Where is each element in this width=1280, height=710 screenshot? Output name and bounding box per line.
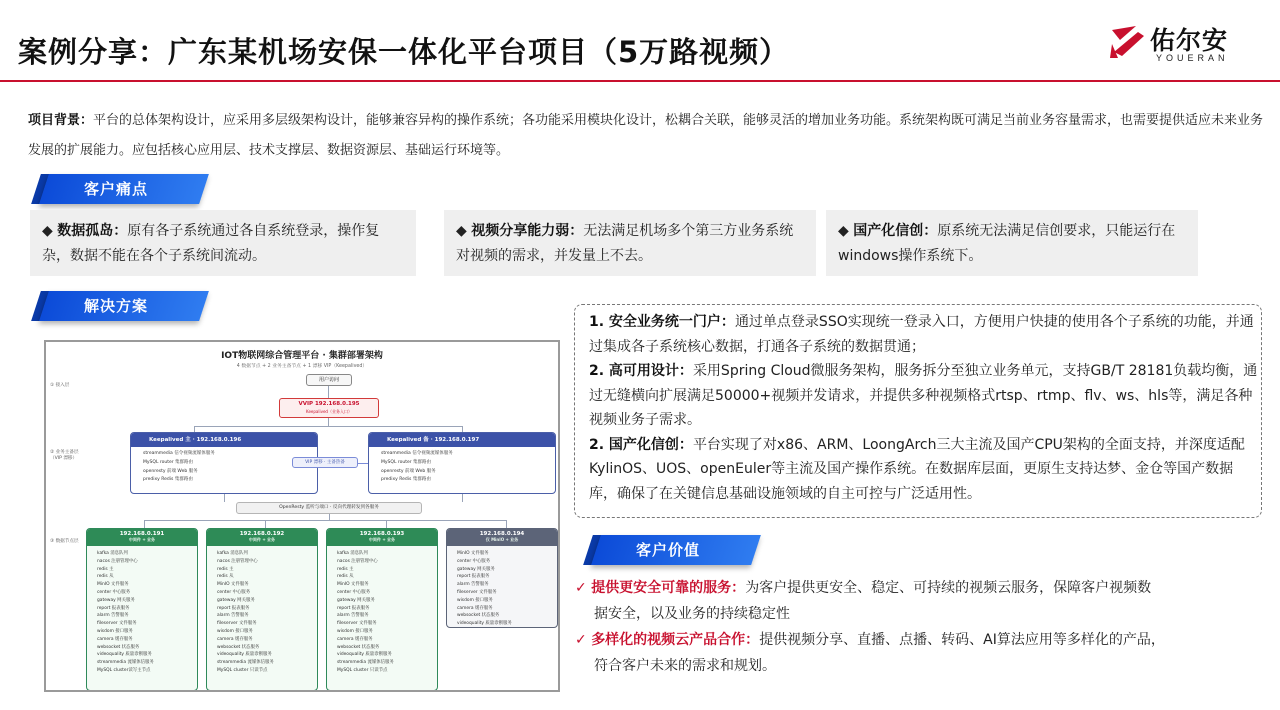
node-service: gateway 网关服务 bbox=[217, 597, 255, 603]
node-service: MySQL cluster 只读节点 bbox=[217, 667, 268, 673]
node-service: wisdom 接口服务 bbox=[97, 628, 133, 634]
solution-point-title: 2. 国产化信创： bbox=[589, 436, 693, 453]
node-service: websocket 状态服务 bbox=[337, 644, 380, 650]
node-role: 中间件 + 业务 bbox=[128, 537, 156, 542]
node-service: alarm 告警服务 bbox=[97, 613, 129, 619]
vip-ip: VVIP 192.168.0.195 bbox=[298, 401, 360, 407]
diagram-subtitle: 4 数据节点 + 2 业务主备节点 + 1 漂移 VIP（Keepalived） bbox=[236, 364, 368, 369]
background-text: 平台的总体架构设计，应采用多层级架构设计，能够兼容异构的操作系统；各功能采用模块化设计，松耦合关联，能够灵活的增加业务功能。系统架构既可满足当前业务容量需求，也需要提供适应未来业务发展的扩展能力。应包括核心应用层、技术支撑层、数据资源层、基础运行环境等。 bbox=[28, 113, 1264, 158]
customer-value-text-continued: 符合客户未来的需求和规划。 bbox=[594, 658, 776, 674]
customer-value-heading: 客户价值 bbox=[636, 541, 701, 559]
pain-point-title: 国产化信创： bbox=[853, 223, 938, 239]
node-role: 中间件 + 业务 bbox=[368, 537, 396, 542]
customer-value-list bbox=[575, 575, 1265, 679]
node-service: wisdom 接口服务 bbox=[337, 628, 373, 634]
node-ip: 192.168.0.193 bbox=[359, 531, 405, 537]
node-service: gateway 网关服务 bbox=[337, 597, 375, 603]
vip-drift-label: VIP 漂移 · 主备热备 bbox=[292, 457, 358, 468]
node-service: websocket 状态服务 bbox=[217, 644, 260, 650]
customer-value-title: 提供更安全可靠的服务： bbox=[591, 580, 746, 596]
node-service: MinIO 文件服务 bbox=[97, 582, 129, 588]
node-service: report 报表服务 bbox=[217, 605, 250, 611]
node-service: alarm 告警服务 bbox=[457, 582, 489, 588]
diagram-title: IOT物联网综合管理平台 · 集群部署架构 bbox=[221, 351, 383, 361]
node-service: nacos 注册管理中心 bbox=[217, 558, 258, 564]
pain-points-banner bbox=[44, 174, 204, 204]
solution-point-text: 平台实现了对x86、ARM、LoongArch三大主流及国产CPU架构的全面支持，并深度适配KylinOS、UOS、openEuler等主流及国产操作系统。在数据库层面，更原生支持达梦、金仓等国产数据库，确保了在关键信息基础设施领域的自主可控与广泛适用性。 bbox=[589, 436, 1245, 502]
node-service: report 报表服务 bbox=[337, 605, 370, 611]
keepalived-service: streammedia 信令视频流媒体服务 bbox=[381, 451, 453, 456]
keepalived-backup-title: Keepalived 备 · 192.168.0.197 bbox=[369, 433, 555, 447]
logo-mark-icon bbox=[1108, 22, 1148, 62]
user-access-box: 用户访问 bbox=[306, 374, 352, 386]
node-service: MinIO 文件服务 bbox=[337, 582, 369, 588]
node-service: report 报表服务 bbox=[97, 605, 130, 611]
keepalived-service: openresty 前端 Web 服务 bbox=[143, 468, 198, 474]
keepalived-service: predixy Redis 集群路由 bbox=[143, 477, 193, 483]
pain-point-text: 原有各子系统通过各自系统登录，操作复杂，数据不能在各个子系统间流动。 bbox=[42, 223, 380, 264]
node-service: streammedia 流媒体信服务 bbox=[97, 660, 154, 666]
node-service: redis 从 bbox=[217, 574, 234, 580]
solution-point-title: 2. 高可用设计： bbox=[589, 363, 693, 379]
node-service: fileserver 文件服务 bbox=[337, 621, 377, 627]
solution-point bbox=[589, 433, 1261, 507]
pain-point-card bbox=[826, 210, 1198, 276]
solution-point-title: 1. 安全业务统一门户： bbox=[589, 314, 735, 330]
checkmark-icon: ✓ bbox=[575, 580, 587, 596]
node-service: videoquality 质量诊断服务 bbox=[217, 652, 272, 658]
vip-box bbox=[279, 398, 379, 418]
node-service: center 中心服务 bbox=[337, 589, 371, 595]
node-service: websocket 状态服务 bbox=[97, 644, 140, 650]
keepalived-service: streammedia 信令视频流媒体服务 bbox=[143, 451, 215, 456]
keepalived-service: openresty 前端 Web 服务 bbox=[381, 468, 436, 474]
node-service: fileserver 文件服务 bbox=[217, 621, 257, 627]
keepalived-service: MySQL router 集群路由 bbox=[381, 459, 432, 465]
node-service: redis 主 bbox=[97, 566, 114, 572]
node-service: alarm 告警服务 bbox=[337, 613, 369, 619]
solution-banner bbox=[44, 291, 204, 321]
node-service: streammedia 流媒体信服务 bbox=[337, 660, 394, 666]
pain-point-card bbox=[444, 210, 816, 276]
node-service: camera 缓存服务 bbox=[337, 636, 373, 642]
node-service: camera 缓存服务 bbox=[457, 605, 493, 611]
logo-english-text: YOUERAN bbox=[1156, 53, 1229, 63]
page-title: 案例分享：广东某机场安保一体化平台项目（5万路视频） bbox=[18, 35, 790, 69]
pain-point-title: 数据孤岛： bbox=[57, 223, 128, 239]
solution-point bbox=[589, 310, 1261, 359]
vip-note: Keepalived（业务入口） bbox=[306, 409, 352, 414]
node-service: MySQL cluster 只读节点 bbox=[337, 667, 388, 673]
openresty-bar: OpenResty 监听与端口 · 反向代理转发到各服务 bbox=[236, 502, 422, 514]
project-background bbox=[28, 106, 1264, 166]
layer-label: ① 接入层 bbox=[50, 383, 70, 388]
keepalived-backup-box bbox=[368, 432, 556, 494]
background-label: 项目背景： bbox=[28, 113, 94, 128]
node-service: MySQL cluster读写主节点 bbox=[97, 667, 151, 673]
node-service: camera 缓存服务 bbox=[97, 636, 133, 642]
architecture-diagram bbox=[44, 340, 560, 692]
data-node-194 bbox=[446, 528, 558, 628]
keepalived-master-box bbox=[130, 432, 318, 494]
solution-point-text: 通过单点登录SSO实现统一登录入口，方便用户快捷的使用各个子系统的功能，并通过集成各子系统核心数据，打通各子系统的数据贯通； bbox=[589, 314, 1254, 355]
node-service: camera 缓存服务 bbox=[217, 636, 253, 642]
layer-label: ② 业务主备层（VIP 漂移） bbox=[50, 450, 79, 461]
company-logo bbox=[1108, 20, 1258, 66]
node-service: gateway 网关服务 bbox=[457, 566, 495, 572]
solution-point bbox=[589, 359, 1261, 433]
customer-value-text: 为客户提供更安全、稳定、可持续的视频云服务，保障客户视频数 bbox=[745, 580, 1152, 596]
checkmark-icon: ✓ bbox=[575, 632, 587, 648]
node-service: redis 主 bbox=[217, 566, 234, 572]
node-service: nacos 注册管理中心 bbox=[97, 558, 138, 564]
pain-point-title: 视频分享能力弱： bbox=[471, 223, 584, 239]
node-service: wisdom 接口服务 bbox=[217, 628, 253, 634]
keepalived-master-title: Keepalived 主 · 192.168.0.196 bbox=[131, 433, 317, 447]
node-service: redis 主 bbox=[337, 566, 354, 572]
pain-points-heading: 客户痛点 bbox=[84, 180, 149, 198]
node-service: redis 从 bbox=[97, 574, 114, 580]
logo-chinese-text: 佑尔安 bbox=[1150, 26, 1229, 55]
bullet-diamond-icon: ◆ bbox=[838, 223, 849, 239]
node-service: kafka 消息队列 bbox=[217, 551, 248, 556]
solution-point-text: 采用Spring Cloud微服务架构，服务拆分至独立业务单元，支持GB/T 28181负载均衡，通过无缝横向扩展满足50000+视频并发请求，并提供多种视频格式rtsp、rtmp、flv、ws、hls等，满足各种视频业务子需求。 bbox=[589, 363, 1258, 428]
solution-points-box bbox=[574, 304, 1262, 518]
data-node-192 bbox=[206, 528, 318, 691]
keepalived-service: MySQL router 集群路由 bbox=[143, 459, 194, 465]
pain-point-text: 无法满足机场多个第三方业务系统对视频的需求，并发量上不去。 bbox=[456, 223, 794, 264]
node-service: websocket 状态服务 bbox=[457, 613, 500, 619]
node-service: fileserver 文件服务 bbox=[97, 621, 137, 627]
customer-value-item bbox=[575, 627, 1265, 679]
node-service: wisdom 接口服务 bbox=[457, 597, 493, 603]
data-node-191 bbox=[86, 528, 198, 691]
solution-heading: 解决方案 bbox=[84, 297, 149, 315]
bullet-diamond-icon: ◆ bbox=[456, 223, 467, 239]
node-ip: 192.168.0.192 bbox=[239, 531, 285, 537]
node-role: 中间件 + 业务 bbox=[248, 537, 276, 542]
node-service: nacos 注册管理中心 bbox=[337, 558, 378, 564]
node-ip: 192.168.0.191 bbox=[119, 531, 165, 537]
node-service: gateway 网关服务 bbox=[97, 597, 135, 603]
node-service: streammedia 流媒体信服务 bbox=[217, 660, 274, 666]
node-service: center 中心服务 bbox=[457, 558, 491, 564]
data-node-193 bbox=[326, 528, 438, 691]
node-service: center 中心服务 bbox=[97, 589, 131, 595]
node-service: videoquality 质量诊断服务 bbox=[97, 652, 152, 658]
node-role: 仅 MinIO + 业务 bbox=[485, 537, 519, 542]
keepalived-service: predixy Redis 集群路由 bbox=[381, 477, 431, 483]
node-service: kafka 消息队列 bbox=[97, 551, 128, 556]
customer-value-text: 提供视频分享、直播、点播、转码、AI算法应用等多样化的产品， bbox=[759, 632, 1165, 648]
node-service: MinIO 文件服务 bbox=[457, 551, 489, 556]
node-service: kafka 消息队列 bbox=[337, 551, 368, 556]
node-service: redis 从 bbox=[337, 574, 354, 580]
node-service: videoquality 质量诊断服务 bbox=[337, 652, 392, 658]
pain-point-text: 原系统无法满足信创要求，只能运行在windows操作系统下。 bbox=[838, 223, 1176, 264]
title-divider bbox=[0, 80, 1280, 82]
node-service: center 中心服务 bbox=[217, 589, 251, 595]
node-ip: 192.168.0.194 bbox=[479, 531, 525, 537]
customer-value-title: 多样化的视频云产品合作： bbox=[591, 632, 760, 648]
customer-value-item bbox=[575, 575, 1265, 627]
bullet-diamond-icon: ◆ bbox=[42, 223, 53, 239]
node-service: report 报表服务 bbox=[457, 574, 490, 580]
node-service: fileserver 文件服务 bbox=[457, 589, 497, 595]
node-service: videoquality 质量诊断服务 bbox=[457, 621, 512, 627]
customer-value-text-continued: 据安全，以及业务的持续稳定性 bbox=[594, 606, 790, 622]
node-service: alarm 告警服务 bbox=[217, 613, 249, 619]
node-service: MinIO 文件服务 bbox=[217, 582, 249, 588]
pain-point-card bbox=[30, 210, 416, 276]
customer-value-banner bbox=[596, 535, 756, 565]
layer-label: ③ 数据节点层 bbox=[50, 539, 79, 544]
